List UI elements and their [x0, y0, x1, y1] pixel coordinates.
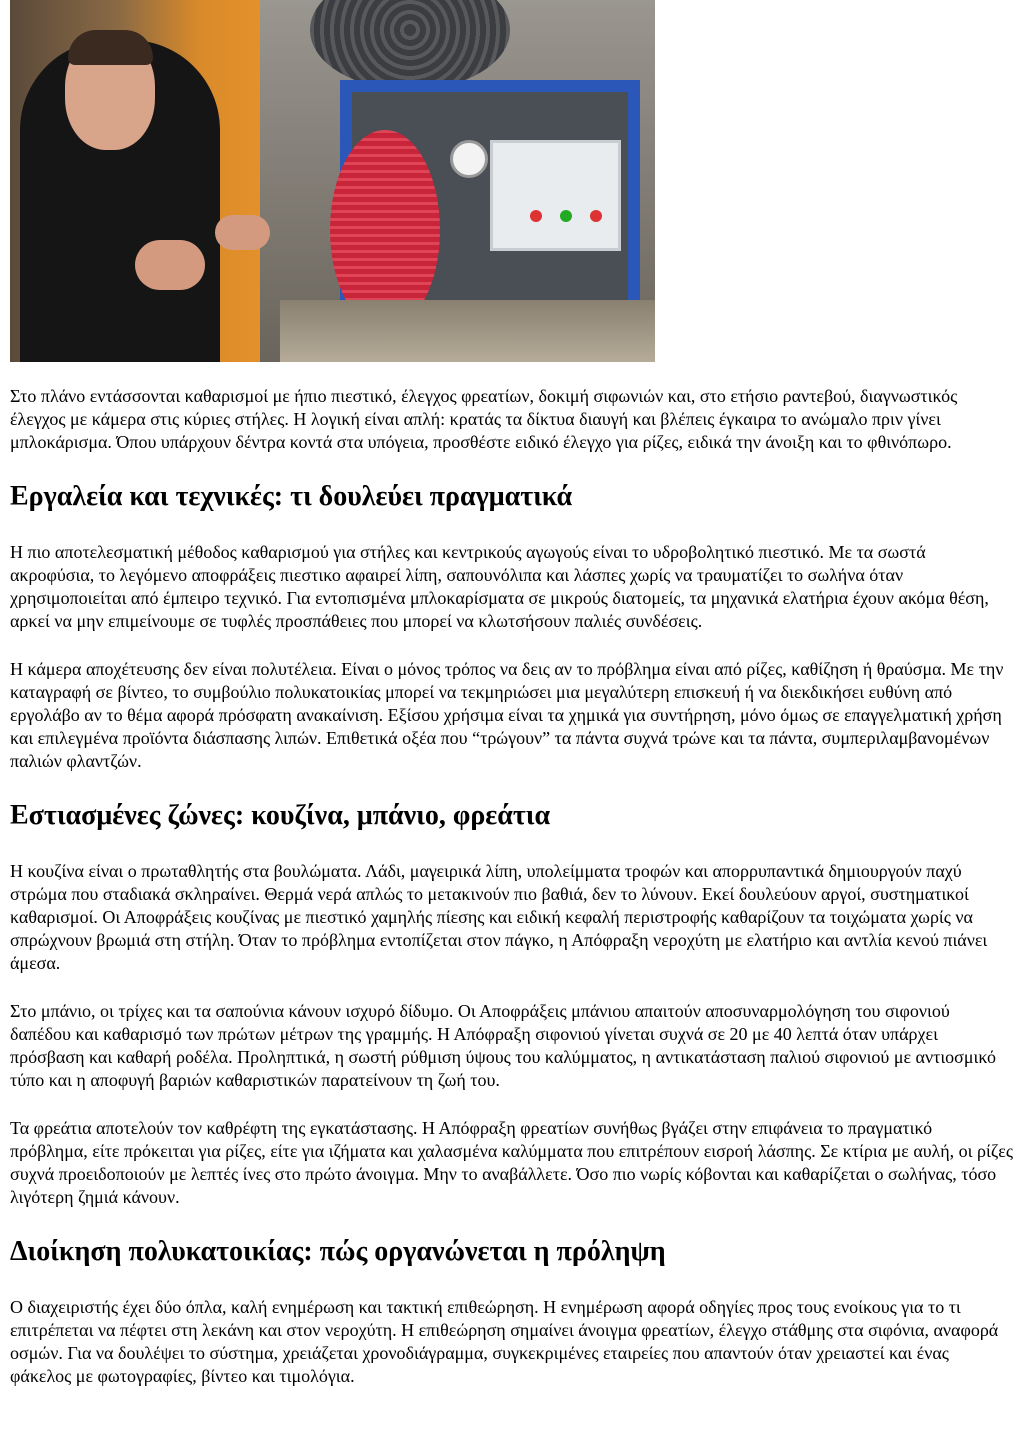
paragraph: Στο μπάνιο, οι τρίχες και τα σαπούνια κάνουν ισχυρό δίδυμο. Οι Αποφράξεις μπάνιου απαιτούν αποσυναρμολόγηση του σιφονιού δαπέδου και καθαρισμό των πρώτων μέτρων της γραμμής. Η Απόφραξη σιφονιού γίνεται συχνά σε 20 με 40 λεπτά όταν υπάρχει πρόσβαση και καθαρή ροδέλα. Προληπτικά, η σωστή ρύθμιση ύψους του καλύμματος, η αντικατάσταση παλιού σιφονιού με αντιοσμικό τύπο και η αποφυγή βαριών καθαριστικών παρατείνουν τη ζωή του.	[10, 1001, 997, 1090]
section-heading-focus-zones: Εστιασμένες ζώνες: κουζίνα, μπάνιο, φρεάτια	[10, 800, 551, 831]
section-heading-building-management: Διοίκηση πολυκατοικίας: πώς οργανώνεται η πρόληψη	[10, 1236, 666, 1267]
paragraph: Η πιο αποτελεσματική μέθοδος καθαρισμού για στήλες και κεντρικούς αγωγούς είναι το υδροβολητικό πιεστικό. Με τα σωστά ακροφύσια, το λεγόμενο αποφράξεις πιεστικο αφαιρεί λίπη, σαπουνόλιπα και λάσπες χωρίς να τραυματίζει το σωλήνα όταν χρησιμοποιείται από έμπειρο τεχνικό. Για εντοπισμένα μπλοκαρίσματα σε μικρούς διατομείς, τα μηχανικά ελατήρια έχουν ακόμα θέση, αρκεί να μην επιμείνουμε σε τυφλές προσπάθειες που μπορεί να κλωτσήσουν παλιές συνδέσεις.	[10, 542, 989, 631]
paragraph: Η κουζίνα είναι ο πρωταθλητής στα βουλώματα. Λάδι, μαγειρικά λίπη, υπολείμματα τροφών και απορρυπαντικά δημιουργούν παχύ στρώμα που σταδιακά σκληραίνει. Θερμά νερά απλώς το μετακινούν πιο βαθιά, δεν το λύνουν. Εκεί δουλεύουν αργοί, συστηματικοί καθαρισμοί. Οι Αποφράξεις κουζίνας με πιεστικό χαμηλής πίεσης και ειδική κεφαλή περιστροφής καθαρίζουν τα τοιχώματα χωρίς να σπρώχνουν βρωμιά στη στήλη. Όταν το πρόβλημα εντοπίζεται στον πάγκο, η Απόφραξη νεροχύτη με ελατήριο και αντλία κενού πιάνει άμεσα.	[10, 861, 988, 973]
paragraph: Τα φρεάτια αποτελούν τον καθρέφτη της εγκατάστασης. Η Απόφραξη φρεατίων συνήθως βγάζει στην επιφάνεια το πραγματικό πρόβλημα, είτε πρόκειται για ρίζες, είτε για ιζήματα και χαλασμένα καλύμματα που επιτρέπουν εισροή λάσπης. Σε κτίρια με αυλή, οι ρίζες συχνά προειδοποιούν με λεπτές ίνες στο πρώτο άνοιγμα. Μην το αναβάλλετε. Όσο πιο νωρίς κόβονται και καθαρίζεται ο σωλήνας, τόσο λιγότερη ζημιά κάνουν.	[10, 1118, 1013, 1207]
control-panel	[490, 140, 621, 251]
pressure-gauge	[450, 140, 488, 178]
paragraph: Η κάμερα αποχέτευσης δεν είναι πολυτέλεια. Είναι ο μόνος τρόπος να δεις αν το πρόβλημα είναι από ρίζες, καθίζηση ή θραύσμα. Με την καταγραφή σε βίντεο, το συμβούλιο πολυκατοικίας μπορεί να τεκμηριώσει μια μεγαλύτερη επισκευή ή να διεκδικήσει ευθύνη από εργολάβο αν το θέμα αφορά πρόσφατη ανακαίνιση. Εξίσου χρήσιμα είναι τα χημικά για συντήρηση, μόνο όμως σε επαγγελματική χρήση και επιλεγμένα προϊόντα διάσπασης λιπών. Επιθετικά οξέα που “τρώγουν” τα πάντα συχνά τρώνε και τα πάντα, συμπεριλαμβανομένων παλιών φλαντζών.	[10, 659, 1004, 771]
intro-paragraph: Στο πλάνο εντάσσονται καθαρισμοί με ήπιο πιεστικό, έλεγχος φρεατίων, δοκιμή σιφωνιών και, στο ετήσιο ραντεβού, διαγνωστικός έλεγχος με κάμερα στις κύριες στήλες. Η λογική είναι απλή: κρατάς τα δίκτυα διαυγή και βλέπεις έγκαιρα το ανώμαλο πριν γίνει μπλοκάρισμα. Όπου υπάρχουν δέντρα κοντά στα υπόγεια, προσθέστε ειδικό έλεγχο για ρίζες, ειδικά την άνοιξη και το φθινόπωρο.	[10, 386, 958, 452]
section-heading-tools: Εργαλεία και τεχνικές: τι δουλεύει πραγματικά	[10, 481, 573, 512]
article-photo-drain-cleaning-truck	[10, 0, 655, 362]
paragraph: Ο διαχειριστής έχει δύο όπλα, καλή ενημέρωση και τακτική επιθεώρηση. Η ενημέρωση αφορά οδηγίες προς τους ενοίκους για το τι επιτρέπεται να πέφτει στη λεκάνη και στον νεροχύτη. Η επιθεώρηση σημαίνει άνοιγμα φρεατίων, έλεγχο στάθμης στα σιφόνια, αναφορά οσμών. Για να δουλέψει το σύστημα, χρειάζεται χρονοδιάγραμμα, συγκεκριμένες εταιρείες που απαντούν όταν χρειαστεί και ένας φάκελος με φωτογραφίες, βίντεο και τιμολόγια.	[10, 1297, 999, 1386]
